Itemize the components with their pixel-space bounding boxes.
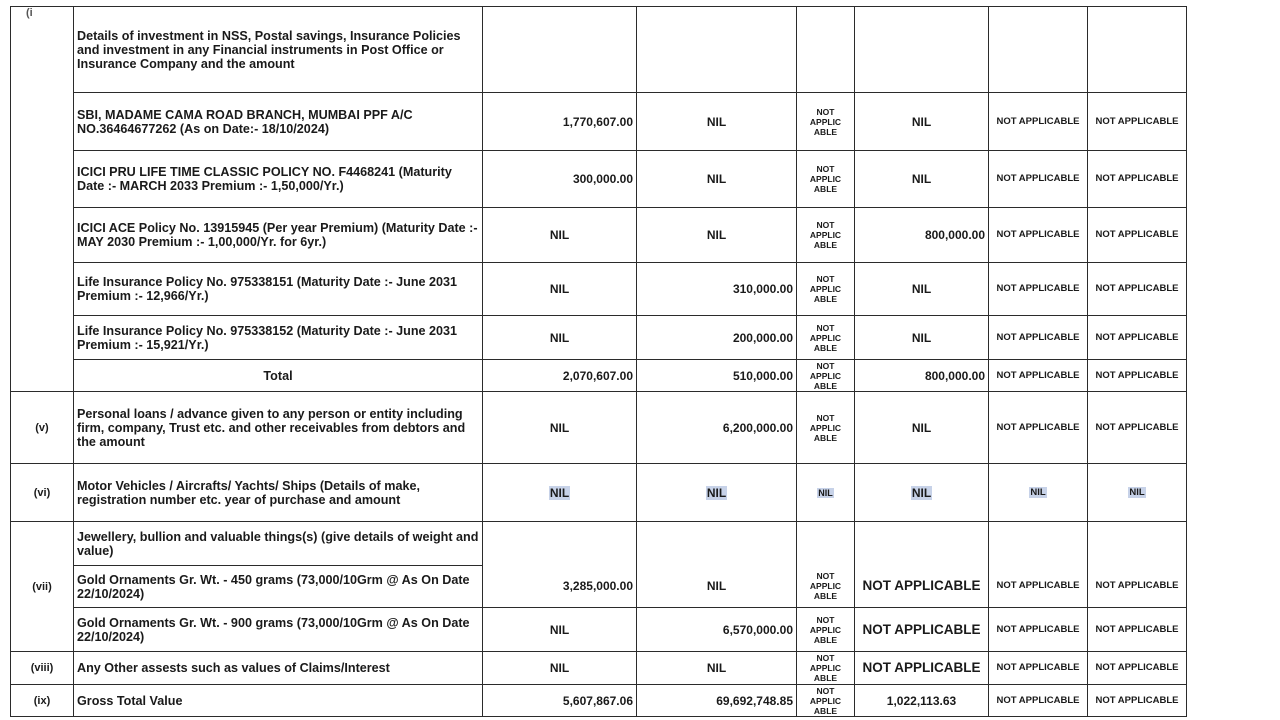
- row-number-cell: (viii): [11, 652, 74, 685]
- description-cell: SBI, MADAME CAMA ROAD BRANCH, MUMBAI PPF A/C NO.36464677262 (As on Date:- 18/10/2024): [74, 93, 483, 151]
- value-cell: [483, 7, 637, 93]
- row-number-cell: (ix): [11, 685, 74, 717]
- value-cell: NOT APPLIC ABLE: [797, 652, 855, 685]
- description-cell: Details of investment in NSS, Postal savings, Insurance Policies and investment in any Financial instruments in Post Office or Insurance Company and the amount: [74, 7, 483, 93]
- value-cell: NOT APPLICABLE: [855, 608, 989, 652]
- highlighted-nil: NIL: [1129, 486, 1145, 498]
- value-cell: [1088, 522, 1187, 566]
- value-cell: NIL: [483, 652, 637, 685]
- total-label: Total: [74, 360, 483, 392]
- table-row: [11, 7, 1187, 93]
- value-cell: NOT APPLICABLE: [989, 685, 1088, 717]
- value-cell: NOT APPLICABLE: [1088, 151, 1187, 208]
- description-cell: Personal loans / advance given to any person or entity including firm, company, Trust etc. and other receivables from debtors and the amount: [74, 392, 483, 464]
- value-cell: NIL: [483, 392, 637, 464]
- value-cell: [797, 7, 855, 93]
- value-cell: [483, 522, 637, 566]
- description-cell: Gold Ornaments Gr. Wt. - 900 grams (73,000/10Grm @ As On Date 22/10/2024): [74, 608, 483, 652]
- corner-mark: (i: [26, 7, 33, 19]
- highlighted-nil: NIL: [911, 485, 932, 500]
- highlighted-nil: NIL: [706, 485, 727, 500]
- value-cell: NIL: [855, 263, 989, 316]
- value-cell: NOT APPLICABLE: [989, 566, 1088, 608]
- value-cell: NIL: [855, 151, 989, 208]
- table-row: [11, 360, 1187, 392]
- description-cell: ICICI ACE Policy No. 13915945 (Per year Premium) (Maturity Date :- MAY 2030 Premium :- 1,00,000/Yr. for 6yr.): [74, 208, 483, 263]
- value-cell: NOT APPLIC ABLE: [797, 392, 855, 464]
- value-cell: 300,000.00: [483, 151, 637, 208]
- value-cell: NOT APPLICABLE: [1088, 93, 1187, 151]
- value-cell: [797, 464, 855, 522]
- value-cell: NOT APPLIC ABLE: [797, 608, 855, 652]
- value-cell: NOT APPLICABLE: [1088, 392, 1187, 464]
- value-cell: NOT APPLICABLE: [1088, 608, 1187, 652]
- value-cell: NIL: [483, 263, 637, 316]
- value-cell: 800,000.00: [855, 360, 989, 392]
- table-row: [11, 93, 1187, 151]
- value-cell: NIL: [637, 652, 797, 685]
- value-cell: NOT APPLICABLE: [855, 566, 989, 608]
- value-cell: NIL: [483, 608, 637, 652]
- description-cell: Jewellery, bullion and valuable things(s) (give details of weight and value): [74, 522, 483, 566]
- value-cell: [637, 464, 797, 522]
- value-cell: [1088, 464, 1187, 522]
- value-cell: 5,607,867.06: [483, 685, 637, 717]
- value-cell: NOT APPLIC ABLE: [797, 360, 855, 392]
- value-cell: NOT APPLICABLE: [855, 652, 989, 685]
- highlighted-nil: NIL: [549, 485, 570, 500]
- row-number-cell: (vii): [11, 522, 74, 652]
- value-cell: 310,000.00: [637, 263, 797, 316]
- value-cell: NIL: [483, 316, 637, 360]
- value-cell: NOT APPLICABLE: [1088, 316, 1187, 360]
- value-cell: NIL: [637, 151, 797, 208]
- value-cell: NOT APPLIC ABLE: [797, 263, 855, 316]
- table-row: [11, 522, 1187, 566]
- value-cell: 6,200,000.00: [637, 392, 797, 464]
- value-cell: NIL: [637, 93, 797, 151]
- value-cell: NOT APPLICABLE: [989, 93, 1088, 151]
- value-cell: 800,000.00: [855, 208, 989, 263]
- table-row: [11, 685, 1187, 717]
- table-row: [11, 263, 1187, 316]
- value-cell: [855, 464, 989, 522]
- value-cell: NIL: [637, 208, 797, 263]
- value-cell: [989, 7, 1088, 93]
- value-cell: 1,022,113.63: [855, 685, 989, 717]
- row-number-cell: (v): [11, 392, 74, 464]
- description-cell: Gold Ornaments Gr. Wt. - 450 grams (73,000/10Grm @ As On Date 22/10/2024): [74, 566, 483, 608]
- value-cell: NOT APPLICABLE: [989, 608, 1088, 652]
- description-cell: Life Insurance Policy No. 975338152 (Maturity Date :- June 2031 Premium :- 15,921/Yr.): [74, 316, 483, 360]
- value-cell: NOT APPLICABLE: [1088, 208, 1187, 263]
- value-cell: [637, 522, 797, 566]
- value-cell: NOT APPLICABLE: [989, 392, 1088, 464]
- value-cell: NOT APPLICABLE: [989, 652, 1088, 685]
- value-cell: 69,692,748.85: [637, 685, 797, 717]
- value-cell: [1088, 7, 1187, 93]
- row-number-cell: [11, 7, 74, 392]
- value-cell: [855, 522, 989, 566]
- table-row: [11, 566, 1187, 608]
- value-cell: 1,770,607.00: [483, 93, 637, 151]
- value-cell: NOT APPLICABLE: [989, 263, 1088, 316]
- value-cell: [989, 522, 1088, 566]
- value-cell: 6,570,000.00: [637, 608, 797, 652]
- value-cell: NOT APPLICABLE: [989, 360, 1088, 392]
- value-cell: NOT APPLICABLE: [1088, 263, 1187, 316]
- value-cell: NOT APPLICABLE: [1088, 685, 1187, 717]
- value-cell: NOT APPLICABLE: [1088, 360, 1187, 392]
- value-cell: NOT APPLICABLE: [1088, 652, 1187, 685]
- value-cell: NOT APPLICABLE: [1088, 566, 1187, 608]
- value-cell: [483, 464, 637, 522]
- table-row: [11, 652, 1187, 685]
- value-cell: NOT APPLIC ABLE: [797, 93, 855, 151]
- assets-table: [10, 6, 1187, 717]
- value-cell: [855, 7, 989, 93]
- value-cell: NIL: [483, 208, 637, 263]
- value-cell: 200,000.00: [637, 316, 797, 360]
- value-cell: [989, 464, 1088, 522]
- value-cell: NOT APPLIC ABLE: [797, 566, 855, 608]
- highlighted-nil: NIL: [1030, 486, 1046, 498]
- table-row: [11, 608, 1187, 652]
- value-cell: NIL: [855, 392, 989, 464]
- value-cell: 510,000.00: [637, 360, 797, 392]
- value-cell: NIL: [855, 93, 989, 151]
- description-cell: ICICI PRU LIFE TIME CLASSIC POLICY NO. F4468241 (Maturity Date :- MARCH 2033 Premium :- 1,50,000/Yr.): [74, 151, 483, 208]
- table-row: [11, 208, 1187, 263]
- value-cell: NOT APPLICABLE: [989, 208, 1088, 263]
- value-cell: NOT APPLIC ABLE: [797, 151, 855, 208]
- value-cell: NOT APPLIC ABLE: [797, 208, 855, 263]
- description-cell: Life Insurance Policy No. 975338151 (Maturity Date :- June 2031 Premium :- 12,966/Yr.): [74, 263, 483, 316]
- table-row: [11, 464, 1187, 522]
- value-cell: 2,070,607.00: [483, 360, 637, 392]
- value-cell: [637, 7, 797, 93]
- highlighted-nil: NIL: [818, 487, 833, 498]
- value-cell: NOT APPLICABLE: [989, 151, 1088, 208]
- value-cell: NOT APPLIC ABLE: [797, 316, 855, 360]
- table-row: [11, 151, 1187, 208]
- value-cell: 3,285,000.00: [483, 566, 637, 608]
- table-row: [11, 392, 1187, 464]
- row-number-cell: (vi): [11, 464, 74, 522]
- value-cell: NOT APPLIC ABLE: [797, 685, 855, 717]
- description-cell: Any Other assests such as values of Claims/Interest: [74, 652, 483, 685]
- table-row: [11, 316, 1187, 360]
- description-cell: Motor Vehicles / Aircrafts/ Yachts/ Ships (Details of make, registration number etc. year of purchase and amount: [74, 464, 483, 522]
- value-cell: NIL: [855, 316, 989, 360]
- value-cell: [797, 522, 855, 566]
- value-cell: NOT APPLICABLE: [989, 316, 1088, 360]
- value-cell: NIL: [637, 566, 797, 608]
- description-cell: Gross Total Value: [74, 685, 483, 717]
